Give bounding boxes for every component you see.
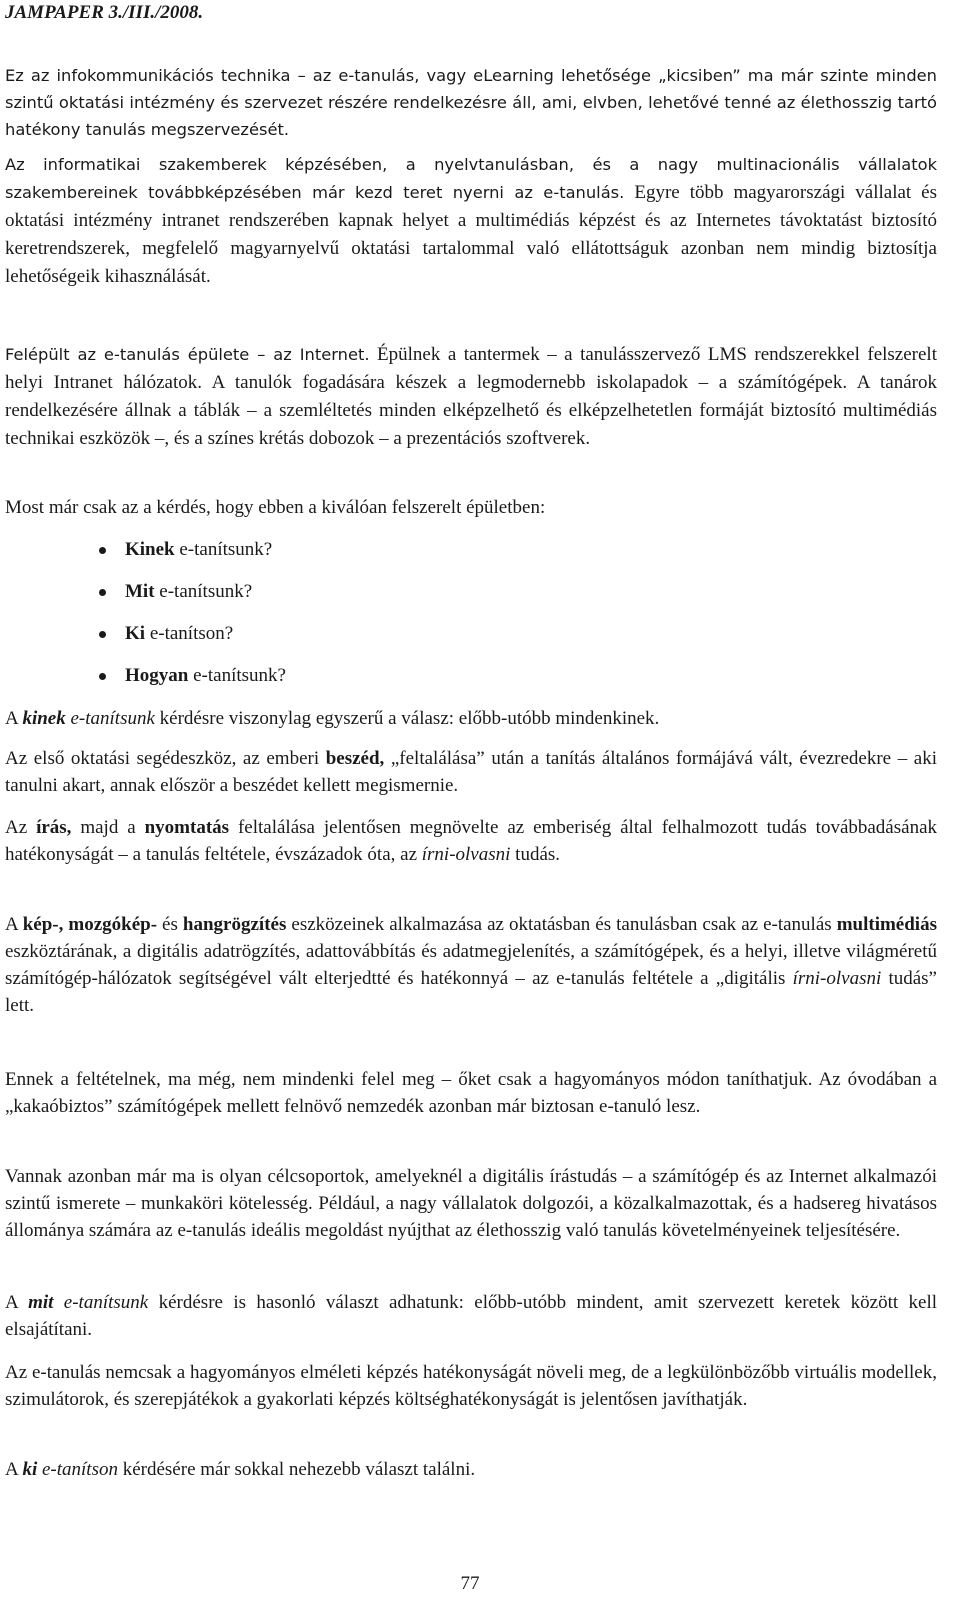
text-run: eszközeinek alkalmazása az oktatásban és tanulásban csak az e-tanulás [286,914,837,935]
text-run: tudás” lett. [5,968,937,1016]
text-run: eszköztárának, a digitális adatrögzítés, adattovábbítás és adatmegjelenítés, a számítógépek, és a helyi, illetve világméretű számítógép-hálózatok segítségével vált elterjedtté és hatékonnyá – az e-tanulás feltétele a „digitális [5,941,937,989]
emphasis: írni-olvasni [421,844,511,865]
journal-header: JAMPAPER 3./III./2008. [5,2,204,23]
list-item [5,619,937,661]
paragraph-1: Ez az infokommunikációs technika – az e-tanulás, vagy eLearning lehetősége „kicsiben” ma már szinte minden szintű oktatási intézmény és szervezet részére rendelkezésre áll, ami, elvben, lehetővé tenné az élethosszig tartó hatékony tanulás megszervezését. [5,66,937,139]
paragraph-8 [5,911,937,1019]
paragraph-13 [5,1456,937,1483]
emphasis: írni-olvasni [792,968,882,989]
text-run: kérdésére már sokkal nehezebb választ találni. [117,1459,476,1480]
paragraph-2-serif: Egyre több magyarországi vállalat és oktatási intézmény intranet rendszerében kapnak helyet a multimédiás képzést és az Internetes távoktatást biztosító keretrendszerek, megfelelő magyarnyelvű oktatási tartalommal való ellátottságuk azonban nem mindig biztosítja lehetőségeik kihasználását. [5,182,937,287]
bullet-icon [99,589,106,596]
question-keyword: Ki [125,623,146,644]
emphasis: multimédiás [836,914,937,935]
emphasis: e-taníts​on [41,1459,118,1480]
paragraph-10: Vannak azonban már ma is olyan célcsoportok, amelyeknél a digitális írástudás – a számítógép és az Internet alkalmazói szintű ismerete – munkaköri kötelesség. Például, a nagy vállalatok dolgozói, a közalkalmazottak, és a hadsereg hivatásos állománya számára az e-tanulás ideális megoldást nyújthat az élethosszig való tanulás követelményeinek teljesítésére. [5,1166,937,1241]
paragraph-2 [5,151,937,291]
emphasis: mit [28,1292,54,1313]
paragraph-4: Most már csak az a kérdés, hogy ebben a kiválóan felszerelt épületben: [5,497,546,518]
question-rest: e-tanítsunk? [174,539,273,560]
emphasis: kép-, mozgókép- [22,914,158,935]
emphasis: ki [22,1459,38,1480]
bullet-icon [99,673,106,680]
text-run: A [5,708,23,729]
emphasis: beszéd, [325,748,385,769]
paragraph-9: Ennek a feltételnek, ma még, nem mindenki felel meg – őket csak a hagyományos módon taníthatjuk. Az óvodában a „kakaóbiztos” számítógépek mellett felnövő nemzedék azonban már biztosan e-tanuló lesz. [5,1069,937,1117]
page-number: 77 [460,1573,480,1594]
text-run [53,1292,63,1313]
question-rest: e-tanítson? [145,623,234,644]
text-run: A [5,1292,29,1313]
emphasis: nyomtatás [144,817,230,838]
question-rest: e-tanítsunk? [188,665,286,686]
question-keyword: Mit [125,581,155,602]
paragraph-6 [5,745,937,799]
emphasis: hangrögzítés [182,914,287,935]
list-item [5,535,937,577]
emphasis: e-tanítsunk [70,708,155,729]
bullet-icon [99,547,106,554]
text-run: kérdésre viszonylag egyszerű a válasz: előbb-utóbb mindenkinek. [154,708,660,729]
text-run: Az első oktatási segédeszköz, az emberi [5,748,326,769]
paragraph-3 [5,341,937,453]
text-run: és [157,914,183,935]
emphasis: kinek [22,708,66,729]
list-item [5,577,937,619]
question-list [5,535,937,703]
question-keyword: Kinek [125,539,175,560]
question-keyword: Hogyan [125,665,189,686]
paragraph-11 [5,1289,937,1343]
paragraph-2-sans: Az informatikai szakemberek képzésében, a nyelvtanulásban, és a nagy multinacionális vállalatok szakembereinek továbbképzésében már kezd teret nyerni az e-tanulás. [5,155,937,202]
paragraph-3-serif: Épülnek a tantermek – a tanulásszervező LMS rendszerekkel felszerelt helyi Intranet hálózatok. A tanulók fogadására készek a legmodernebb iskolapadok – a számítógépek. A tanárok rendelkezésére állnak a táblák – a szemléltetés minden elképzelhető és elképzelhetetlen formáját biztosító multimédiás technikai eszközök –, és a színes krétás dobozok – a prezentációs szoftverek. [5,344,937,449]
text-run: tudás. [510,844,561,865]
text-run: A [5,1459,23,1480]
text-run: Az [5,817,37,838]
paragraph-12: Az e-tanulás nemcsak a hagyományos elméleti képzés hatékonyságát növeli meg, de a legkülönbözőbb virtuális modellek, szimulátorok, és szerepjátékok a gyakorlati képzés költséghatékonyságát is jelentősen javíthatják. [5,1362,937,1410]
text-run: A [5,914,23,935]
text-run: „feltalálása” után a tanítás általános formájává vált, évezredekre – aki tanulni akart, annak először a beszédet kellett megismernie. [5,748,937,796]
text-run: feltalálása jelentősen megnövelte az emberiség által felhalmozott tudás továbbadásának hatékonyságát – a tanulás feltétele, évszázadok óta, az [5,817,938,865]
emphasis: e-tanítsunk [63,1292,149,1313]
text-run: majd a [71,817,145,838]
question-rest: e-tanítsunk? [154,581,253,602]
bullet-icon [99,631,106,638]
text-run: kérdésre is hasonló választ adhatunk: előbb-utóbb mindent, amit szervezett keretek között kell elsajátítani. [5,1292,938,1340]
list-item [5,661,937,703]
paragraph-5 [5,705,937,732]
emphasis: írás, [36,817,72,838]
paragraph-3-sans: Felépült az e-tanulás épülete – az Internet. [5,345,370,364]
paragraph-7 [5,814,937,868]
